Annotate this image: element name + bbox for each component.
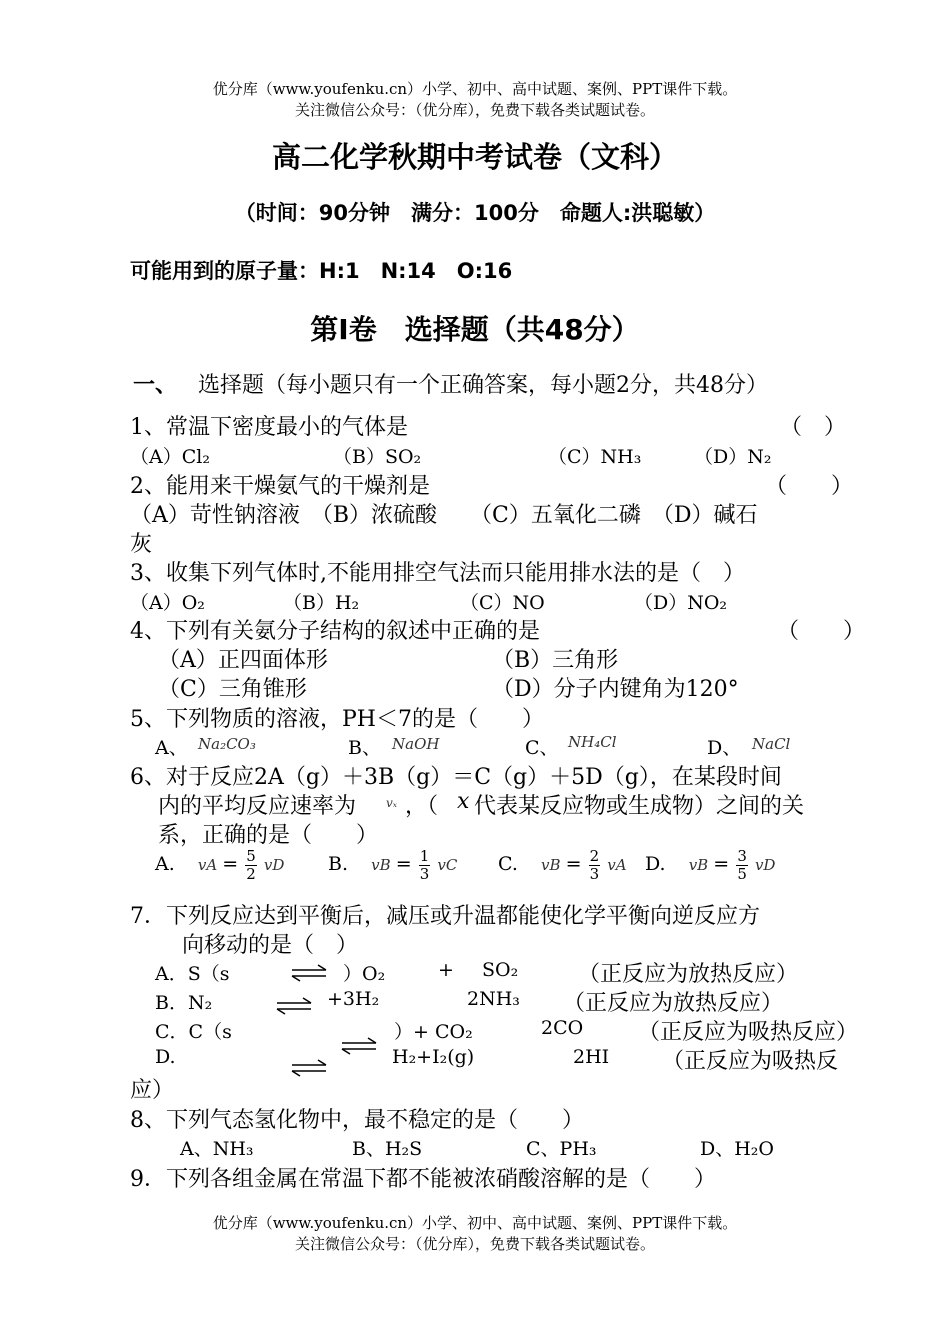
q5-option-a-label: A、 [155,737,188,759]
q6-line-2c: 代表某反应物或生成物）之间的关 [474,794,805,819]
q7-a-note: （正反应为放热反应） [578,962,799,987]
q6-option-b-denominator: 3 [419,865,430,883]
q5-option-d-label: D、 [707,737,742,759]
q6-option-d-lhs: vB [688,856,709,874]
exam-meta: （时间：90分钟 满分：100分 命题人:洪聪敏） [234,201,716,225]
q3-option-a: （A）O₂ [130,592,205,614]
q3-option-c: （C）NO [460,592,545,614]
q7-d-part-3: 2HI [573,1046,610,1068]
q7-c-note: （正反应为吸热反应） [638,1020,859,1045]
q6-option-a-label: A. [155,853,175,875]
q7-d-part-2: H₂+I₂(g) [392,1046,475,1068]
q5-option-b: NaOH [392,735,440,753]
q1-option-b: （B）SO₂ [333,446,422,468]
q6-x-variable: x [457,789,470,814]
q6-option-a-rhs: vD [263,856,285,874]
q6-option-b-lhs: vB [371,856,391,874]
q6-option-d-fraction [736,848,748,883]
q6-line-2a: 内的平均反应速率为 [158,794,357,819]
q8-stem: 8、下列气态氢化物中，最不稳定的是（ ） [130,1108,584,1133]
q6-option-c-denominator: 3 [589,865,600,883]
q6-vx-symbol: vₓ [386,796,398,810]
header-line-2: 关注微信公众号：（优分库），免费下载各类试题试卷。 [294,101,655,119]
q2-stem: 2、能用来干燥氨气的干燥剂是 [130,474,430,499]
header-line-1: 优分库（www.youfenku.cn）小学、初中、高中试题、案例、PPT课件下载。 [212,80,738,98]
q6-option-c-lhs: vB [541,856,561,874]
q5-stem: 5、下列物质的溶液，PH＜7的是（ ） [130,707,544,732]
q3-stem: 3、收集下列气体时,不能用排空气法而只能用排水法的是（ ） [130,561,745,586]
q6-option-c-rhs: vA [607,856,627,874]
q6-option-c-numerator: 2 [589,847,600,865]
q9-stem: 9．下列各组金属在常温下都不能被浓硝酸溶解的是（ ） [130,1167,716,1192]
q5-option-d: NaCl [752,735,791,753]
q4-stem: 4、下列有关氨分子结构的叙述中正确的是 [130,619,540,644]
q8-option-b: B、H₂S [352,1138,423,1160]
q7-a-part-3: + [438,959,454,981]
q4-option-d: （D）分子内键角为120° [492,677,739,702]
q8-option-d: D、H₂O [700,1138,774,1160]
q7-c-part-3: 2CO [541,1017,584,1039]
q5-option-c: NH₄Cl [568,733,617,751]
q6-option-c-label: C. [498,853,518,875]
q5-option-a: Na₂CO₃ [198,735,256,753]
q7-d-note-cont: 应） [130,1078,175,1103]
q7-line-2: 向移动的是（ ） [182,933,359,958]
q7-b-note: （正反应为放热反应） [563,991,784,1016]
part-label: 一、 [133,373,178,398]
q6-option-d: D. vB = $\frac{3}{5}$ vD [645,847,776,883]
q2-options: （A）苛性钠溶液 （B）浓硫酸 （C）五氧化二磷 （D）碱石 [130,503,758,528]
q4-option-c: （C）三角锥形 [158,677,307,702]
q7-b-part-3: 2NH₃ [467,988,520,1010]
q4-option-a: （A）正四面体形 [158,648,328,673]
q6-option-b-label: B. [328,853,349,875]
q6-line-3: 系，正确的是（ ） [158,823,379,848]
footer-line-2: 关注微信公众号：（优分库），免费下载各类试题试卷。 [294,1235,655,1253]
q6-option-d-numerator: 3 [737,847,747,865]
section-title: 第Ⅰ卷 选择题（共48分） [310,313,640,346]
q6-option-a-numerator: 5 [246,847,256,865]
q6-option-b: B. vB = $\frac{1}{3}$ vC [328,847,458,883]
q6-option-c-fraction [589,848,601,883]
q7-c-part-1: C．C（s [155,1021,232,1043]
q7-b-part-2: +3H₂ [327,988,380,1010]
q3-option-d: （D）NO₂ [634,592,728,614]
q7-c-part-2: ）+ CO₂ [394,1021,473,1043]
q6-option-d-rhs: vD [754,856,776,874]
q6-option-b-numerator: 1 [419,847,430,865]
q4-answer-paren: （ ） [777,619,866,644]
q1-option-c: （C）NH₃ [548,446,642,468]
q3-option-b: （B）H₂ [283,592,360,614]
q8-option-c: C、PH₃ [526,1138,597,1160]
q6-option-b-rhs: vC [437,856,458,874]
q1-option-a: （A）Cl₂ [130,446,210,468]
q5-option-b-label: B、 [348,737,381,759]
q7-a-part-4: SO₂ [482,959,519,981]
q6-option-a: A. vA = $\frac{5}{2}$ vD [155,847,285,883]
q1-stem: 1、常温下密度最小的气体是 [130,415,408,440]
q6-option-c: C. vB = $\frac{2}{3}$ vA [498,847,627,883]
exam-title: 高二化学秋期中考试卷（文科） [271,140,678,174]
footer-line-1: 优分库（www.youfenku.cn）小学、初中、高中试题、案例、PPT课件下载。 [212,1214,738,1232]
q8-option-a: A、NH₃ [180,1138,254,1160]
q6-option-a-lhs: vA [197,856,218,874]
q7-d-part-1: D. [155,1046,176,1068]
equilibrium-arrow-icon [288,1057,330,1079]
q7-line-1: 7．下列反应达到平衡后，减压或升温都能使化学平衡向逆反应方 [130,904,760,929]
q6-option-b-fraction [419,848,431,883]
q7-b-part-1: B．N₂ [155,992,213,1014]
q1-option-d: （D）N₂ [694,446,772,468]
q6-option-a-denominator: 2 [246,865,256,883]
q6-option-a-fraction [245,848,257,883]
q6-line-2b: ，（ [405,794,439,819]
q5-option-c-label: C、 [525,737,559,759]
equilibrium-arrow-icon [288,962,330,984]
q1-answer-paren: （ ） [780,415,847,440]
q6-option-d-label: D. [645,853,666,875]
q2-options-cont: 灰 [130,532,153,557]
q6-option-d-denominator: 5 [737,865,747,883]
part-instructions: 选择题（每小题只有一个正确答案，每小题2分，共48分） [198,373,768,398]
q7-a-part-1: A．S（s [155,963,230,985]
q7-a-part-2: ）O₂ [343,963,386,985]
q2-answer-paren: （ ） [765,474,854,499]
equilibrium-arrow-icon [273,995,315,1017]
q4-option-b: （B）三角形 [492,648,619,673]
q7-d-note: （正反应为吸热反 [662,1049,839,1074]
atomic-mass: 可能用到的原子量：H:1 N:14 O:16 [130,259,513,283]
q6-line-1: 6、对于反应2A（g）＋3B（g）＝C（g）＋5D（g），在某段时间 [130,765,782,790]
equilibrium-arrow-icon [338,1035,380,1057]
